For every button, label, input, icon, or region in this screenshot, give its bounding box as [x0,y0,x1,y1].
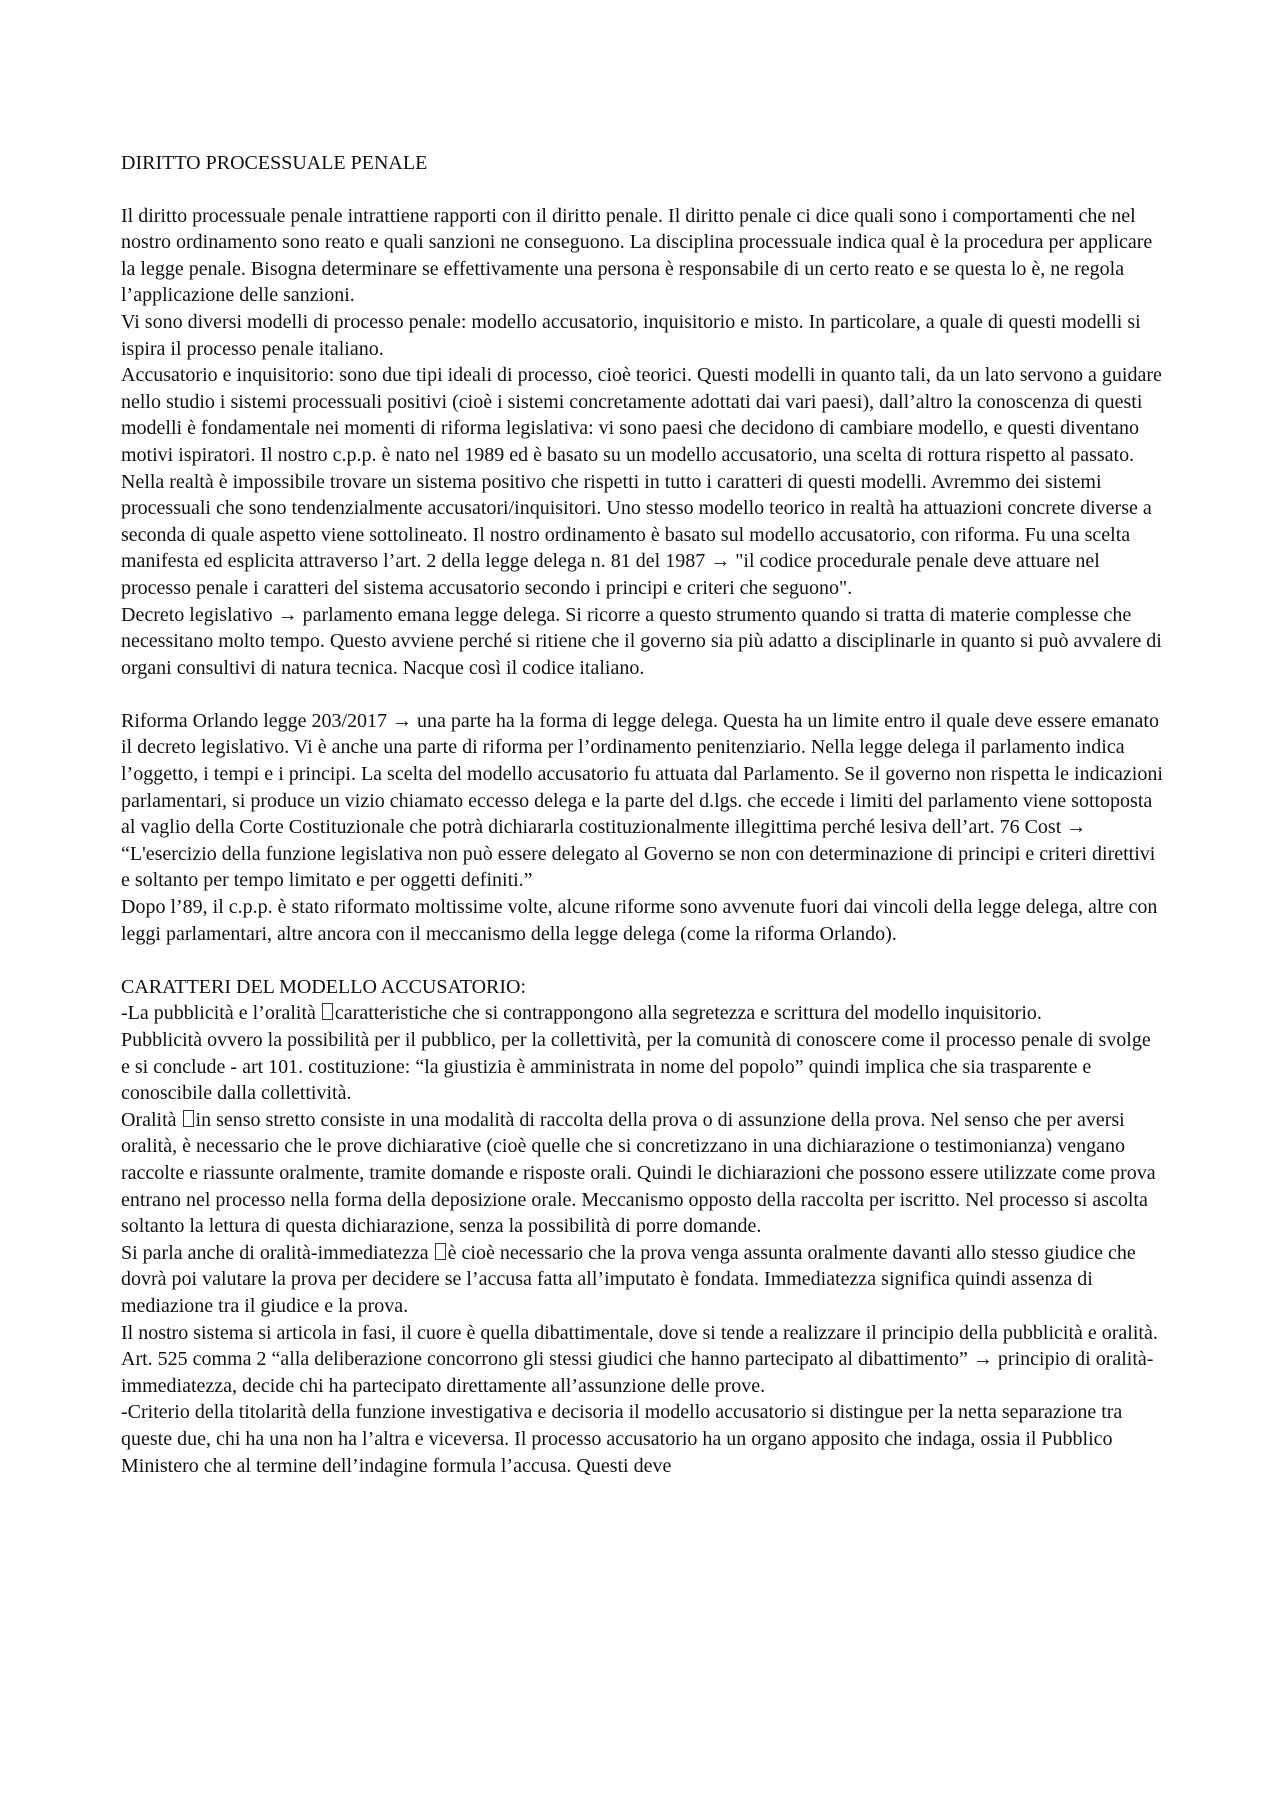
paragraph [121,1107,1163,1240]
paragraph-spacer [121,947,1163,974]
paragraph-spacer [121,681,1163,708]
paragraph: Riforma Orlando legge 203/2017 → una parte ha la forma di legge delega. Questa ha un limite entro il quale deve essere emanato il decreto legislativo. Vi è anche una parte di riforma per l’ordinamento penitenziario. Nella legge delega il parlamento indica l’oggetto, i tempi e i principi. La scelta del modello accusatorio fu attuata dal Parlamento. Se il governo non rispetta le indicazioni parlamentari, si produce un vizio chiamato eccesso delega e la parte del d.lgs. che eccede i limiti del parlamento viene sottoposta al vaglio della Corte Costituzionale che potrà dichiararla costituzionalmente illegittima perché lesiva dell’art. 76 Cost → “L'esercizio della funzione legislativa non può essere delegato al Governo se non con determinazione di principi e criteri direttivi e soltanto per tempo limitato e per oggetti definiti.” [121,709,1163,892]
paragraph: Vi sono diversi modelli di processo penale: modello accusatorio, inquisitorio e misto. In particolare, a quale di questi modelli si ispira il processo penale italiano. [121,310,1141,360]
paragraph: Il diritto processuale penale intrattiene rapporti con il diritto penale. Il diritto penale ci dice quali sono i comportamenti che nel nostro ordinamento sono reato e quali sanzioni ne conseguono. La disciplina processuale indica qual è la procedura per applicare la legge penale. Bisogna determinare se effettivamente una persona è responsabile di un certo reato e se questa lo è, ne regola l’applicazione delle sanzioni. [121,204,1153,307]
paragraph: -Criterio della titolarità della funzione investigativa e decisoria il modello accusatorio si distingue per la netta separazione tra queste due, chi ha una non ha l’altra e viceversa. Il processo accusatorio ha un organo apposito che indaga, ossia il Pubblico Ministero che al termine dell’indagine formula l’accusa. Questi deve [121,1401,1123,1477]
paragraph: Accusatorio e inquisitorio: sono due tipi ideali di processo, cioè teorici. Questi modelli in quanto tali, da un lato servono a guidare nello studio i sistemi processuali positivi (cioè i sistemi concretamente adottati dai vari paesi), dall’altro la conoscenza di questi modelli è fondamentale nei momenti di riforma legislativa: vi sono paesi che decidono di cambiare modello, e questi diventano motivi ispiratori. Il nostro c.p.p. è nato nel 1989 ed è basato su un modello accusatorio, una scelta di rottura rispetto al passato. Nella realtà è impossibile trovare un sistema positivo che rispetti in tutto i caratteri di questi modelli. Avremmo dei sistemi processuali che sono tendenzialmente accusatori/inquisitori. Uno stesso modello teorico in realtà ha attuazioni concrete diverse a seconda di quale aspetto viene sottolineato. Il nostro ordinamento è basato sul modello accusatorio, con riforma. Fu una scelta manifesta ed esplicita attraverso l’art. 2 della legge delega n. 81 del 1987 → "il codice procedurale penale deve attuare nel processo penale i caratteri del sistema accusatorio secondo i principi e criteri che seguono". [121,364,1162,599]
paragraph-text: Oralità [121,1108,182,1131]
paragraph: Dopo l’89, il c.p.p. è stato riformato moltissime volte, alcune riforme sono avvenute fuori dai vincoli della legge delega, altre con leggi parlamentari, altre ancora con il meccanismo della legge delega (come la riforma Orlando). [121,896,1158,945]
paragraph [121,1000,1163,1027]
paragraph: Decreto legislativo → parlamento emana legge delega. Si ricorre a questo strumento quando si tratta di materie complesse che necessitano molto tempo. Questo avviene perché si ritiene che il governo sia più adatto a disciplinarle in quanto si può avvalere di organi consultivi di natura tecnica. Nacque così il codice italiano. [121,603,1162,679]
document-title: DIRITTO PROCESSUALE PENALE [121,152,428,174]
document-page [121,150,1163,1479]
paragraph-text: Si parla anche di oralità-immediatezza [121,1241,434,1264]
paragraph-text: caratteristiche che si contrappongono alla segretezza e scrittura del modello inquisitorio. [334,1002,1042,1025]
paragraph-text: in senso stretto consiste in una modalità di raccolta della prova o di assunzione della prova. Nel senso che per aversi oralità, è necessario che le prove dichiarative (cioè quelle che si concretizzano in una dichiarazione o testimonianza) vengano raccolte e riassunte oralmente, tramite domande e risposte orali. Quindi le dichiarazioni che possono essere utilizzate come prova entrano nel processo nella forma della deposizione orale. Meccanismo opposto della raccolta per iscritto. Nel processo si ascolta soltanto la lettura di questa dichiarazione, senza la possibilità di porre domande. [121,1108,1156,1238]
paragraph: Il nostro sistema si articola in fasi, il cuore è quella dibattimentale, dove si tende a realizzare il principio della pubblicità e oralità. Art. 525 comma 2 “alla deliberazione concorrono gli stessi giudici che hanno partecipato al dibattimento” → principio di oralità-immediatezza, decide chi ha partecipato direttamente all’assunzione delle prove. [121,1321,1158,1397]
missing-glyph-icon [322,1003,333,1020]
missing-glyph-icon [183,1110,194,1127]
paragraph-text: -La pubblicità e l’oralità [121,1002,321,1025]
paragraph-text: è cioè necessario che la prova venga assunta oralmente davanti allo stesso giudice che dovrà poi valutare la prova per decidere se l’accusa fatta all’imputato è fondata. Immediatezza significa quindi assenza di mediazione tra il giudice e la prova. [121,1241,1136,1317]
paragraph [121,1240,1163,1320]
section-heading: CARATTERI DEL MODELLO ACCUSATORIO: [121,975,527,998]
missing-glyph-icon [435,1243,446,1260]
paragraph: Pubblicità ovvero la possibilità per il pubblico, per la collettività, per la comunità di conoscere come il processo penale di svolge e si conclude - art 101. costituzione: “la giustizia è amministrata in nome del popolo” quindi implica che sia trasparente e conoscibile dalla collettività. [121,1029,1151,1105]
